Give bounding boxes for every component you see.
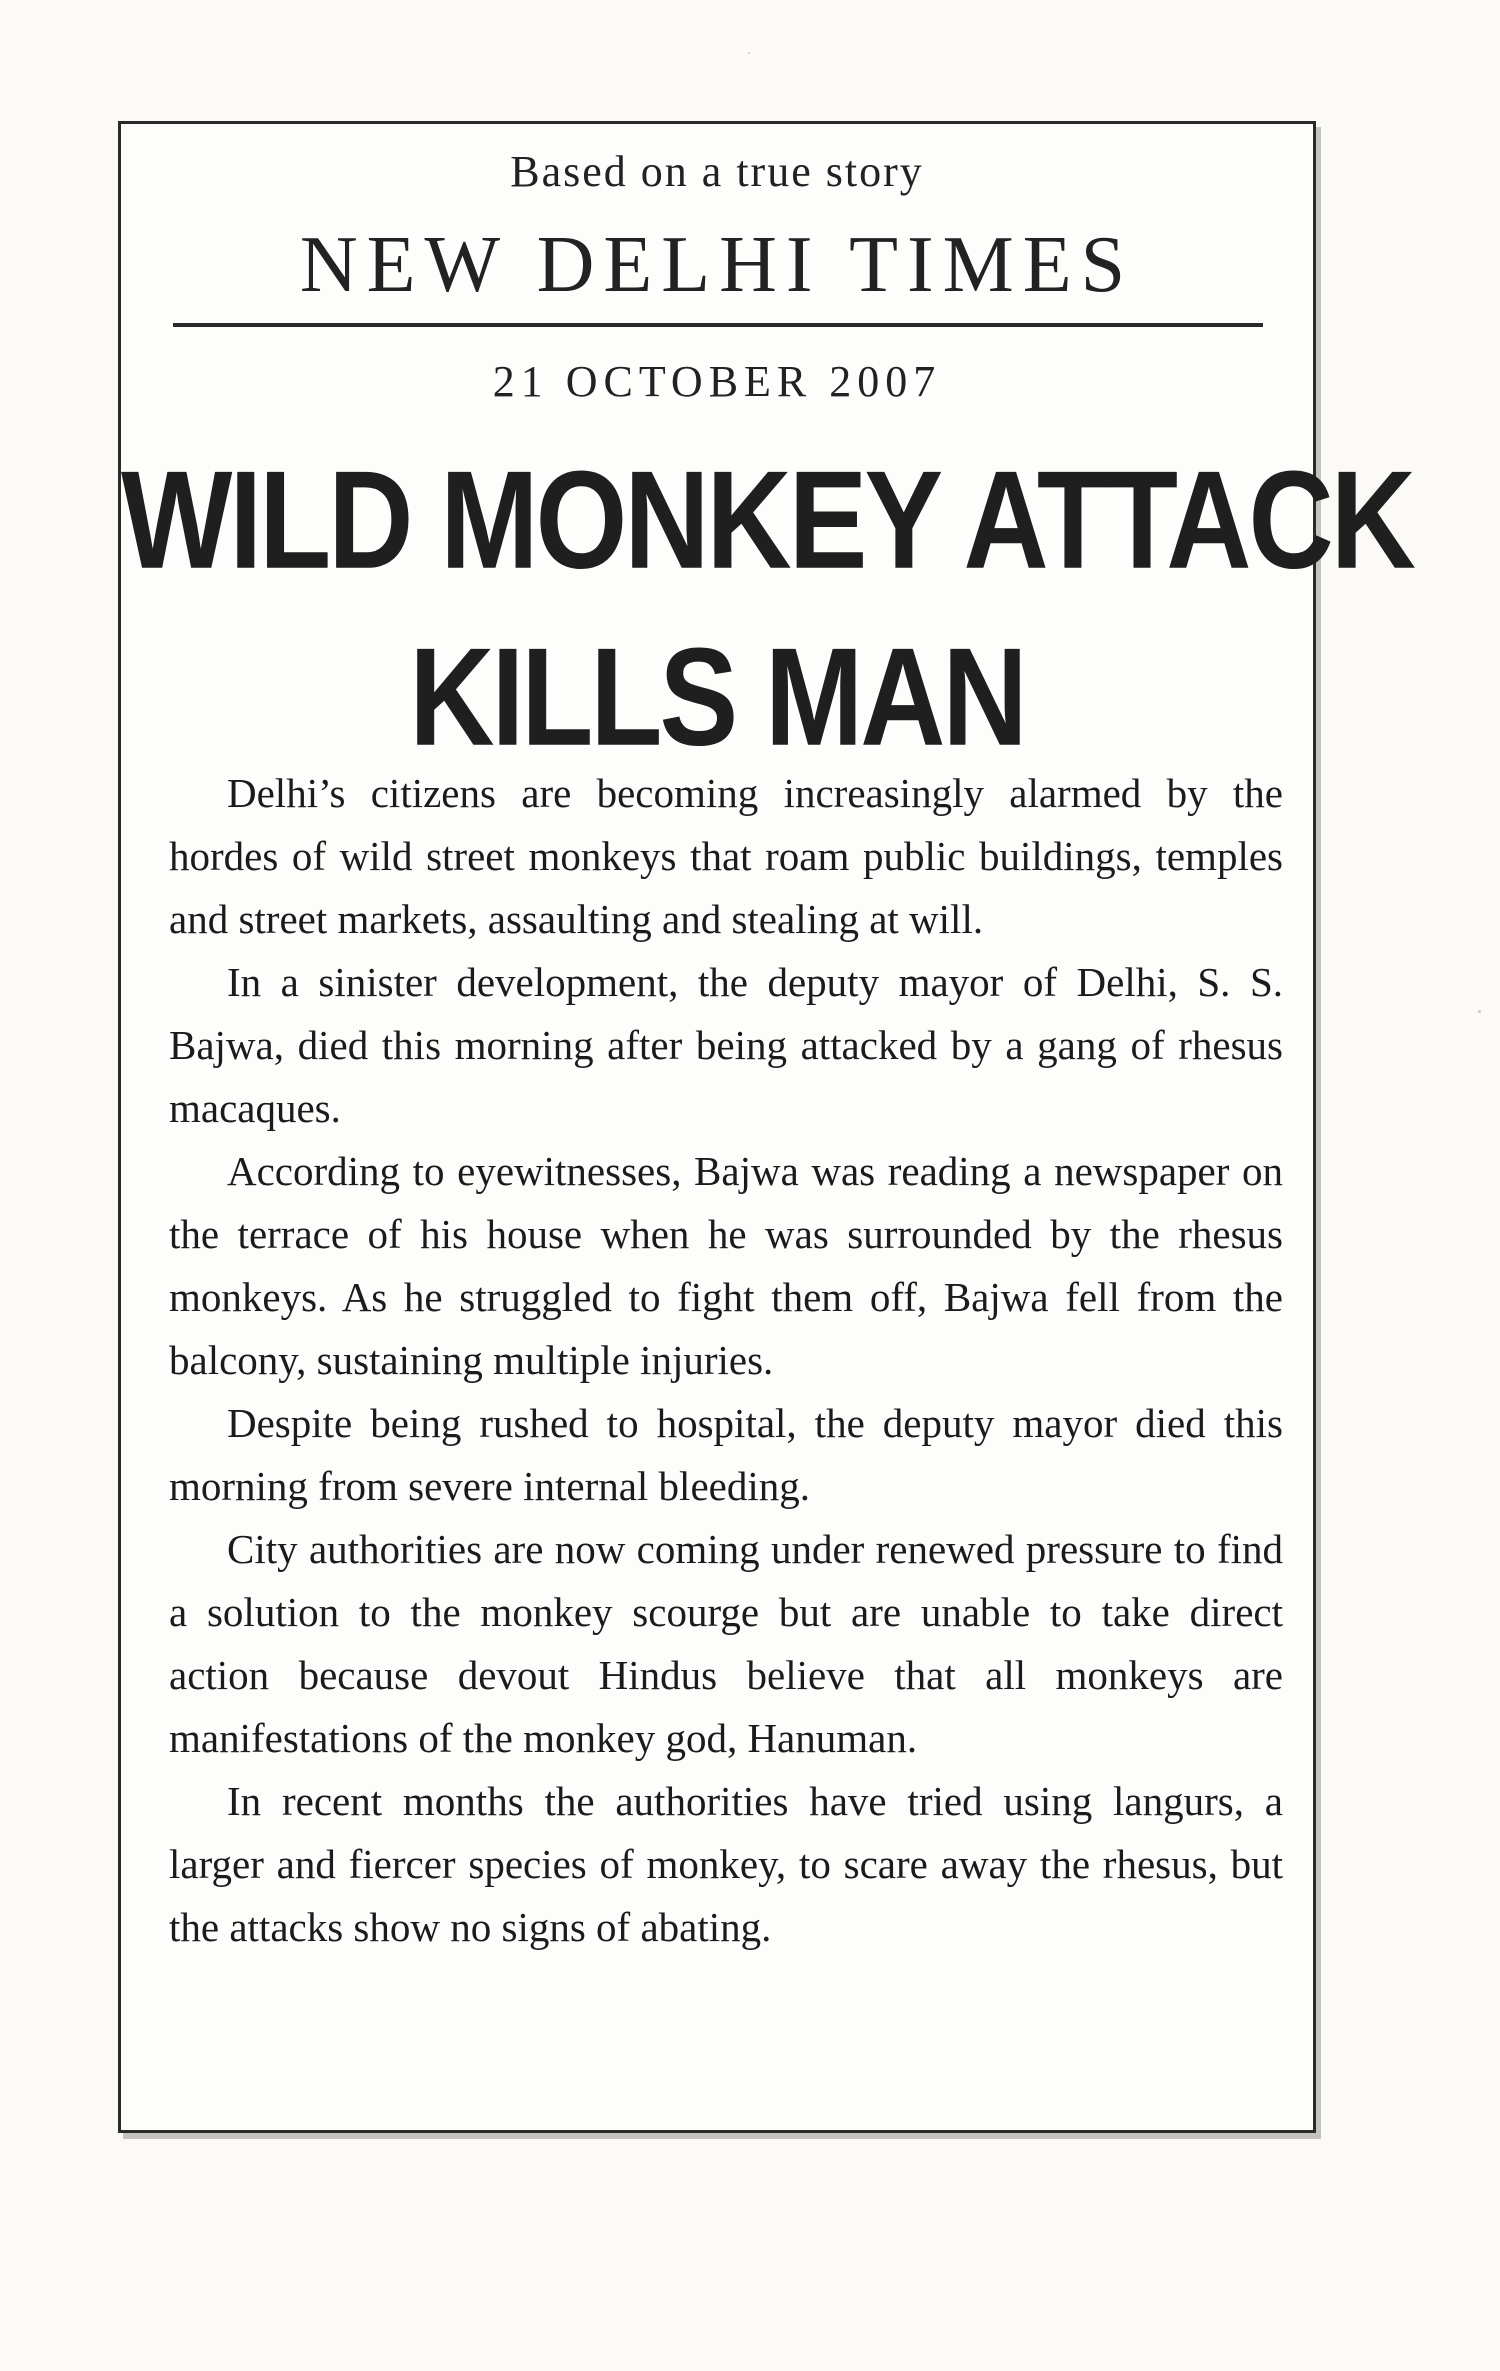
news-clipping-panel (118, 121, 1413, 2133)
headline (121, 432, 1413, 786)
article-paragraph: Delhi’s citizens are becoming increasingly alarmed by the hordes of wild street monkeys that roam public buildings, temples and street markets, assaulting and stealing at will. (169, 770, 1283, 942)
headline-line-2: KILLS MAN (409, 619, 1025, 776)
article-paragraph: In recent months the authorities have tried using langurs, a larger and fiercer species of monkey, to scare away the rhesus, but the attacks show no signs of abating. (169, 1778, 1283, 1950)
masthead-rule (173, 323, 1263, 327)
article-paragraph: Despite being rushed to hospital, the deputy mayor died this morning from severe internal bleeding. (169, 1400, 1283, 1509)
masthead: NEW DELHI TIMES (299, 221, 1135, 309)
article-body (169, 762, 1283, 1959)
page-speck (1478, 1010, 1481, 1013)
article-paragraph: According to eyewitnesses, Bajwa was reading a newspaper on the terrace of his house when he was surrounded by the rhesus monkeys. As he struggled to fight them off, Bajwa fell from the balcony, sustaining multiple injuries. (169, 1148, 1283, 1383)
article-paragraph: In a sinister development, the deputy mayor of Delhi, S. S. Bajwa, died this morning after being attacked by a gang of rhesus macaques. (169, 959, 1283, 1131)
page-speck (748, 52, 750, 54)
article-paragraph: City authorities are now coming under renewed pressure to find a solution to the monkey scourge but are unable to take direct action because devout Hindus believe that all monkeys are manifestations of the monkey god, Hanuman. (169, 1526, 1283, 1761)
headline-line-1: WILD MONKEY ATTACK (121, 442, 1413, 599)
kicker-text: Based on a true story (510, 147, 924, 196)
dateline: 21 OCTOBER 2007 (492, 357, 942, 406)
